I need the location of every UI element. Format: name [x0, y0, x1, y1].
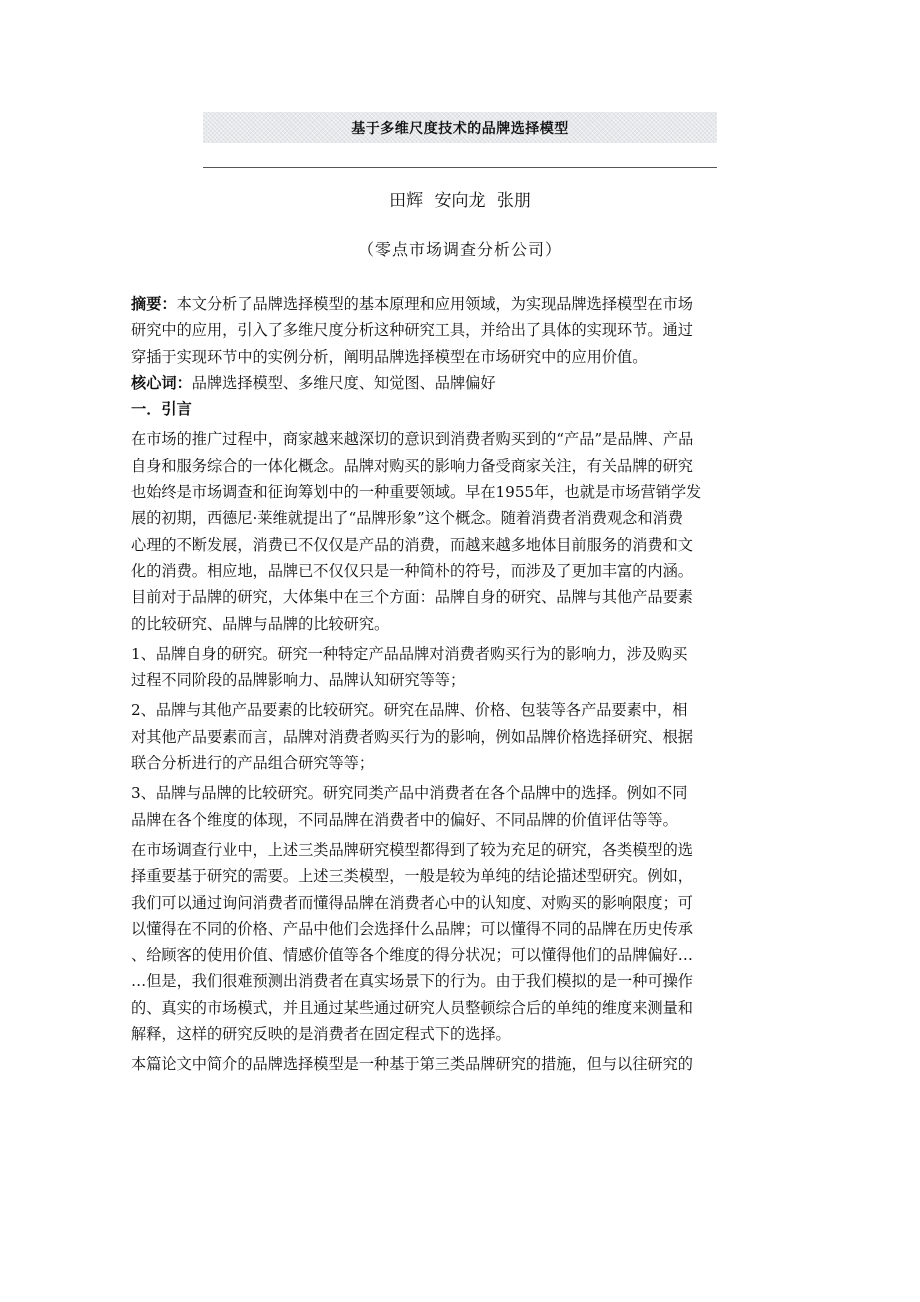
paragraph-line: 2、品牌与其他产品要素的比较研究。研究在品牌、价格、包装等各产品要素中，相 — [131, 701, 688, 720]
paragraph-line: 的比较研究、品牌与品牌的比较研究。 — [131, 614, 390, 633]
document-body — [131, 291, 771, 1078]
paragraph-line: 我们可以通过询问消费者而懂得品牌在消费者心中的认知度、对购买的影响限度；可 — [131, 893, 693, 912]
list-item-3 — [131, 780, 771, 833]
paragraph-line: 化的消费。相应地，品牌已不仅仅只是一种简朴的符号，而涉及了更加丰富的内涵。 — [131, 561, 693, 580]
paragraph-line: 3、品牌与品牌的比较研究。研究同类产品中消费者在各个品牌中的选择。例如不同 — [131, 784, 688, 803]
paragraph — [131, 837, 771, 1047]
paragraph-line: 联合分析进行的产品组合研究等等； — [131, 754, 374, 773]
abstract-label: 摘要： — [131, 295, 177, 313]
abstract-line: 穿插于实现环节中的实例分析，阐明品牌选择模型在市场研究中的应用价值。 — [131, 347, 648, 366]
paragraph-line: 择重要基于研究的需要。上述三类模型，一般是较为单纯的结论描述型研究。例如， — [131, 867, 693, 886]
list-item-1 — [131, 641, 771, 694]
keywords-label: 核心词： — [131, 373, 192, 392]
paragraph-line: 也始终是市场调查和征询筹划中的一种重要领域。早在1955年，也就是市场营销学发 — [131, 483, 702, 502]
paragraph — [131, 1051, 771, 1077]
document-title: 基于多维尺度技术的品牌选择模型 — [351, 120, 569, 137]
section-heading: 一．引言 — [131, 400, 192, 419]
paragraph-line: 过程不同阶段的品牌影响力、品牌认知研究等等； — [131, 671, 466, 690]
abstract-text: 本文分析了品牌选择模型的基本原理和应用领域，为实现品牌选择模型在市场 — [176, 295, 693, 313]
paragraph-line: 本篇论文中简介的品牌选择模型是一种基于第三类品牌研究的措施，但与以往研究的 — [131, 1055, 693, 1074]
paragraph — [131, 426, 771, 636]
paragraph-line: 的、真实的市场模式，并且通过某些通过研究人员整顿综合后的单纯的维度来测量和 — [131, 998, 693, 1017]
paragraph-line: 对其他产品要素而言，品牌对消费者购买行为的影响，例如品牌价格选择研究、根据 — [131, 727, 693, 746]
paragraph-line: 在市场的推广过程中，商家越来越深切的意识到消费者购买到的“产品”是品牌、产品 — [131, 430, 694, 449]
paragraph-line: 在市场调查行业中，上述三类品牌研究模型都得到了较为充足的研究，各类模型的选 — [131, 840, 693, 859]
paragraph-line: …但是，我们很难预测出消费者在真实场景下的行为。由于我们模拟的是一种可操作 — [131, 972, 693, 991]
keywords-text: 品牌选择模型、多维尺度、知觉图、品牌偏好 — [191, 373, 496, 392]
paragraph-line: 、给顾客的使用价值、情感价值等各个维度的得分状况；可以懂得他们的品牌偏好… — [131, 946, 693, 965]
list-item-2 — [131, 697, 771, 776]
paragraph-line: 目前对于品牌的研究，大体集中在三个方面：品牌自身的研究、品牌与其他产品要素 — [131, 588, 693, 607]
paragraph-line: 品牌在各个维度的体现，不同品牌在消费者中的偏好、不同品牌的价值评估等等。 — [131, 810, 678, 829]
title-banner — [203, 112, 717, 143]
authors-line: 田辉 安向龙 张朋 — [389, 191, 531, 211]
paragraph-line: 以懂得在不同的价格、产品中他们会选择什么品牌；可以懂得不同的品牌在历史传承 — [131, 919, 693, 938]
paragraph-line: 自身和服务综合的一体化概念。品牌对购买的影响力备受商家关注，有关品牌的研究 — [131, 456, 693, 475]
abstract-line: 研究中的应用，引入了多维尺度分析这种研究工具，并给出了具体的实现环节。通过 — [131, 321, 693, 340]
keywords-line — [131, 370, 771, 396]
section-heading-block — [131, 396, 771, 422]
paragraph-line: 解释，这样的研究反映的是消费者在固定程式下的选择。 — [131, 1025, 511, 1044]
title-divider — [203, 167, 717, 168]
abstract-line — [131, 291, 771, 317]
affiliation-line: （零点市场调查分析公司） — [357, 240, 562, 259]
keywords-block — [131, 370, 771, 396]
paragraph-line: 心理的不断发展，消费已不仅仅是产品的消费，而越来越多地体目前服务的消费和文 — [131, 535, 693, 554]
paragraph-line: 1、品牌自身的研究。研究一种特定产品品牌对消费者购买行为的影响力，涉及购买 — [131, 644, 688, 663]
paragraph-line: 展的初期，西德尼·莱维就提出了“品牌形象”这个概念。随着消费者消费观念和消费 — [131, 509, 683, 528]
abstract-block — [131, 291, 771, 370]
